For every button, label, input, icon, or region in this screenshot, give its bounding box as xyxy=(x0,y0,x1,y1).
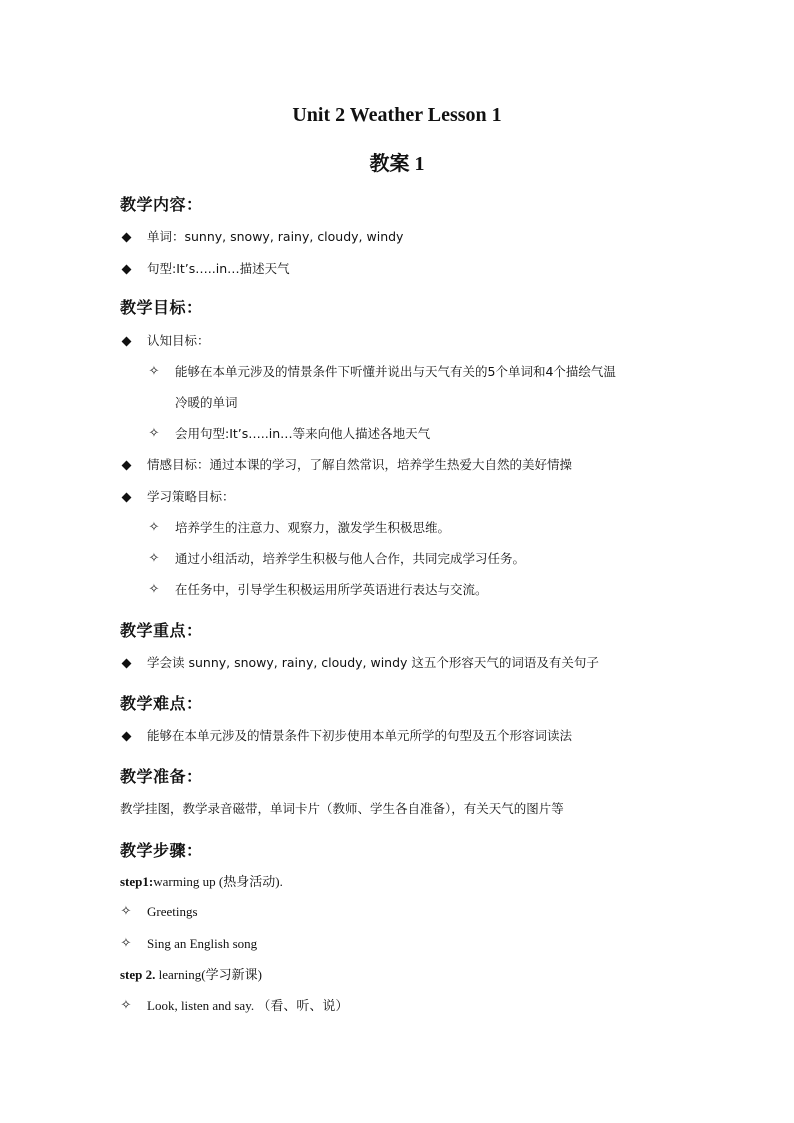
step1-label: step1: xyxy=(120,874,154,889)
step1-song: Sing an English song xyxy=(147,936,258,951)
goal-strategy-2: 通过小组活动，培养学生积极与他人合作，共同完成学习任务。 xyxy=(175,551,526,566)
content-sentence: 句型:It’s…..in…描述天气 xyxy=(147,261,290,276)
prep-text: 教学挂图，教学录音磁带，单词卡片（教师、学生各自准备），有关天气的图片等 xyxy=(120,801,564,816)
goal-cognitive-2: 会用句型:It’s…..in…等来向他人描述各地天气 xyxy=(175,426,431,441)
heading-content: 教学内容： xyxy=(120,195,203,214)
diamond-icon xyxy=(120,261,132,277)
step2-line xyxy=(120,967,262,983)
goal-strategy: 学习策略目标： xyxy=(147,489,235,504)
step1-greetings: Greetings xyxy=(147,904,198,919)
star-icon: ✧ xyxy=(120,998,132,1013)
goal-strategy-1: 培养学生的注意力、观察力，激发学生积极思维。 xyxy=(175,520,451,535)
heading-goals: 教学目标： xyxy=(120,298,203,317)
goal-emotion: 情感目标：通过本课的学习，了解自然常识，培养学生热爱大自然的美好情操 xyxy=(147,457,573,472)
star-icon: ✧ xyxy=(148,520,160,535)
step1-text: warming up (热身活动). xyxy=(153,874,283,889)
step1-line xyxy=(120,874,283,890)
diamond-icon xyxy=(120,229,132,245)
star-icon: ✧ xyxy=(148,582,160,597)
heading-difficult: 教学难点： xyxy=(120,694,203,713)
star-icon: ✧ xyxy=(148,426,160,441)
diamond-icon xyxy=(120,655,132,671)
goal-strategy-3: 在任务中，引导学生积极运用所学英语进行表达与交流。 xyxy=(175,582,488,597)
goal-cognitive: 认知目标： xyxy=(147,333,210,348)
goal-cognitive-1-cont: 冷暖的单词 xyxy=(175,395,238,410)
star-icon: ✧ xyxy=(120,904,132,919)
star-icon: ✧ xyxy=(148,364,160,379)
star-icon: ✧ xyxy=(120,936,132,951)
diamond-icon xyxy=(120,457,132,473)
heading-key: 教学重点： xyxy=(120,621,203,640)
diamond-icon xyxy=(120,333,132,349)
step2-look-listen: Look, listen and say. （看、听、说） xyxy=(147,998,349,1013)
step2-text: learning(学习新课) xyxy=(155,967,262,982)
goal-cognitive-1: 能够在本单元涉及的情景条件下听懂并说出与天气有关的5个单词和4个描绘气温 xyxy=(175,364,616,379)
star-icon: ✧ xyxy=(148,551,160,566)
difficult-point: 能够在本单元涉及的情景条件下初步使用本单元所学的句型及五个形容词读法 xyxy=(147,728,573,743)
diamond-icon xyxy=(120,728,132,744)
heading-steps: 教学步骤： xyxy=(120,841,203,860)
content-vocab: 单词：sunny, snowy, rainy, cloudy, windy xyxy=(147,229,404,244)
document-subtitle: 教案 1 xyxy=(369,153,425,175)
document-title: Unit 2 Weather Lesson 1 xyxy=(292,104,502,126)
heading-prep: 教学准备： xyxy=(120,767,203,786)
diamond-icon xyxy=(120,489,132,505)
step2-label: step 2. xyxy=(120,967,156,982)
key-point: 学会读 sunny, snowy, rainy, cloudy, windy 这五个形容天气的词语及有关句子 xyxy=(147,655,599,670)
